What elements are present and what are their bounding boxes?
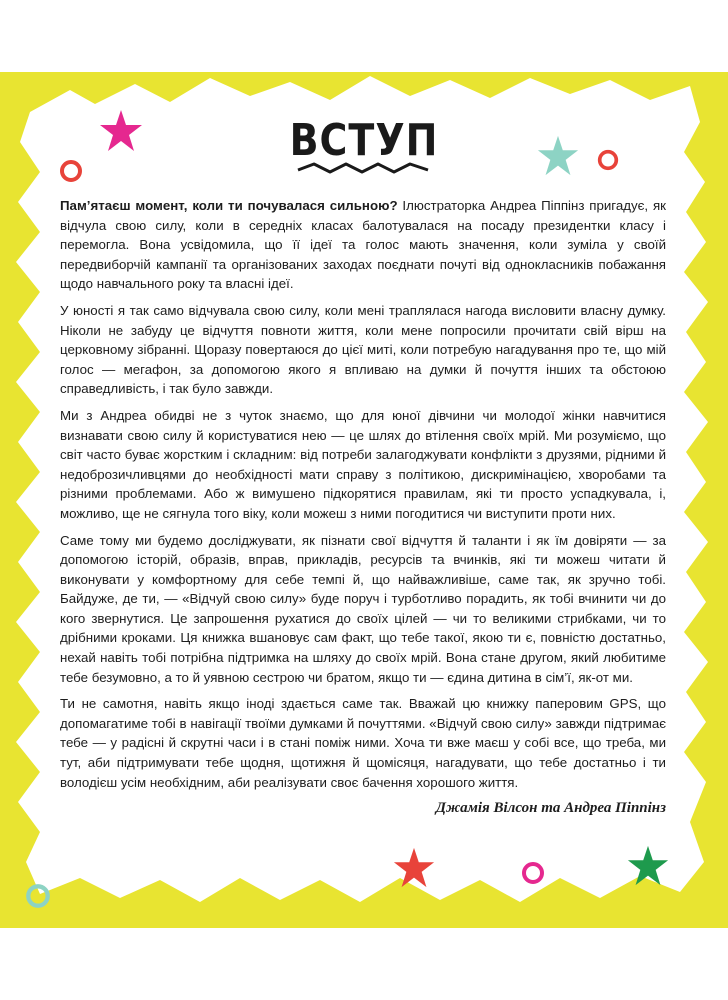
paragraph <box>60 196 666 294</box>
intro-text <box>60 196 666 819</box>
star-icon <box>626 844 670 888</box>
paragraph-text: Ілюстраторка Андреа Піппінз пригадує, як відчула свою силу, коли в середніх класах балотувалася на посаду президентки класу і перемогла. Вона усвідомила, що її ідеї та голос мають значення, коли зуміла у своїй передвиборчій кампанії та організованих заходах поєднати почуті від однокласників побажання щодо навчального року та власні ідеї. <box>60 198 666 292</box>
ring-icon <box>24 882 52 910</box>
star-icon <box>392 846 436 890</box>
paragraph: У юності я так само відчувала свою силу, коли мені траплялася нагода висловити власну думку. Ніколи не забуду це відчуття повноти життя, коли мене попросили прочитати свій вірш на церковному зібранні. Щоразу повертаюся до цієї миті, коли потребую нагадування про те, що мій голос — мегафон, за допомогою якого я впливаю на думки й почуття інших та обстоюю справедливість, і так було завжди. <box>60 302 666 397</box>
lead-sentence: Пам’ятаєш момент, коли ти почувалася сильною? <box>60 198 398 213</box>
title-underline <box>294 160 434 176</box>
ring-icon <box>520 860 546 886</box>
paragraph: Саме тому ми будемо досліджувати, як пізнати свої відчуття й таланти і як їм довіряти — за допомогою історій, образів, вправ, прикладів, ресурсів та вчинків, які ти можеш читати й виконувати у комфортному для себе темпі й, що найважливіше, саме так, як зручно тобі. Байдуже, де ти, — «Відчуй свою силу» буде поруч і турботливо порадить, як тобі вчинити чи до кого звернутися. Це запрошення рухатися до своїх цілей — чи то великими стрибками, чи то дрібними кроками. Ця книжка вшановує сам факт, що тебе такої, якою ти є, повністю достатньо, нехай навіть тобі потрібна підтримка на шляху до своїх мрій. Вона стане другом, який любитиме тебе безумовно, а то й уявною сестрою чи братом, якщо ти — єдина дитина в сім’ї, як-от ми. <box>60 532 666 685</box>
paragraph: Ти не самотня, навіть якщо іноді здається саме так. Вважай цю книжку паперовим GPS, що допомагатиме тобі в навігації твоїми думками й почуттями. «Відчуй свою силу» завжди підтримає тебе — у радісні й скрутні часи і в стані поміж ними. Хоча ти вже маєш у собі все, що треба, ми тут, аби підтримувати тебе щодня, щотижня й щомісяця, нагадувати, що тебе достатньо і ти володієш усім необхідним, аби реалізувати своє бачення хорошого життя. <box>60 696 666 790</box>
paragraph: Ми з Андреа обидві не з чуток знаємо, що для юної дівчини чи молодої жінки навчитися визнавати свою силу й користуватися нею — це шлях до втілення своїх мрій. Ми розуміємо, що світ часто буває жорстким і складним: від потреби залагоджувати конфлікти з друзями, рідними й недоброзичливцями до необхідності мати справу з політикою, дискримінацією, хворобами та різними проблемами. Або ж вимушено підкорятися правилам, які ти просто успадкувала, і, можливо, ще не сягнула того віку, коли можеш з ними погодитися чи виступити проти них. <box>60 407 666 521</box>
signature: Джамія Вілсон та Андреа Піппінз <box>435 800 666 817</box>
page-title: ВСТУП <box>289 114 439 166</box>
title-container <box>0 114 728 166</box>
